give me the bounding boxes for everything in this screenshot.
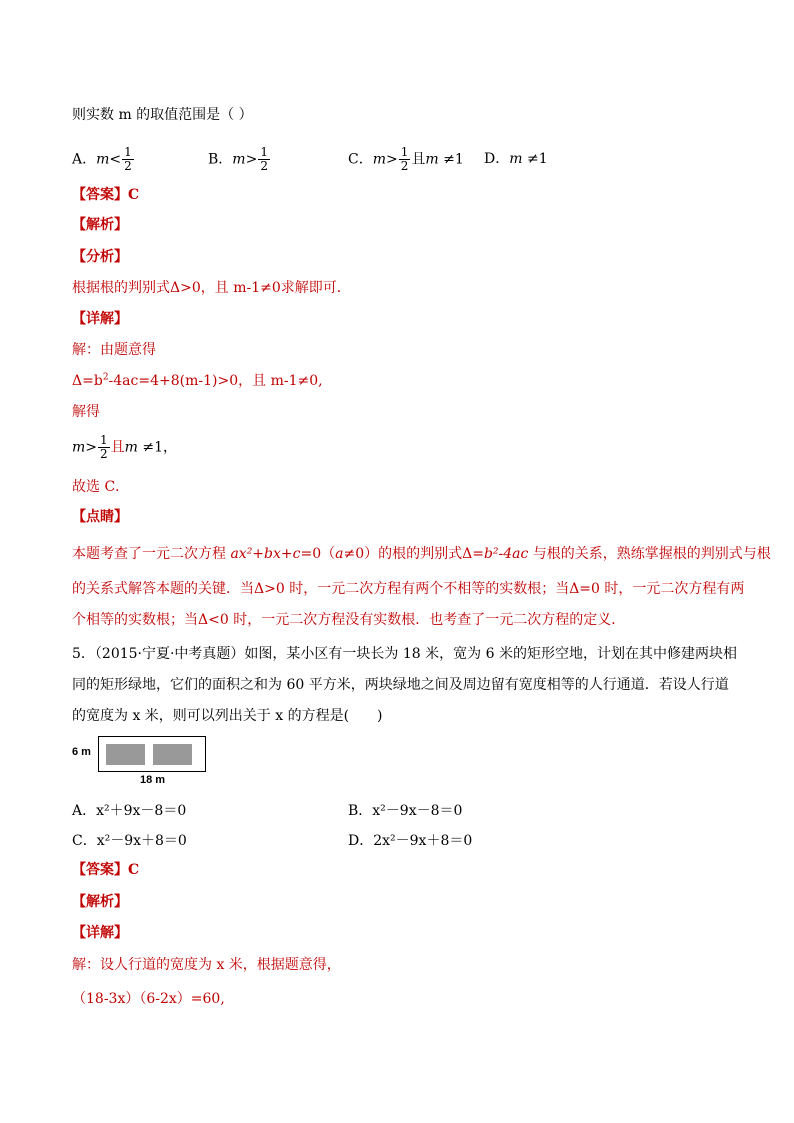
question-stem: 则实数 m 的取值范围是（ ）	[72, 107, 253, 123]
detail-line-2: $\Delta=b^2-4ac=4+8(m-1)>0$，且 m-1≠0,	[72, 372, 323, 389]
option-b: B．m> $\frac{1}{2}$	[208, 145, 268, 173]
note-line-3: 个相等的实数根；当Δ<0 时，一元二次方程没有实数根．也考查了一元二次方程的定义．	[72, 612, 626, 628]
q5-option-c: C．x²－9x＋8＝0	[72, 833, 187, 849]
q5-option-a: A．x²＋9x－8＝0	[72, 803, 187, 819]
fenxi-tag: 【分析】	[72, 249, 128, 265]
q5-jiexi-tag: 【解析】	[72, 894, 128, 910]
detail-line-3: 解得	[72, 404, 100, 420]
q5-option-b: B．x²－9x－8＝0	[348, 803, 463, 819]
answer-line: 【答案】C	[72, 187, 140, 203]
option-a: A．m< $\frac{1}{2}$	[72, 145, 132, 173]
note-line-1: 本题考查了一元二次方程 ax²+bx+c=0（a≠0）的根的判别式Δ=b²-4ac 与根的关系，熟练掌握根的判别式与根	[72, 546, 771, 562]
q5-detail-line-1: 解：设人行道的宽度为 x 米，根据题意得，	[72, 957, 341, 973]
lawn-left	[106, 744, 145, 765]
q5-detail-line-2: （18-3x）（6-2x）=60,	[72, 991, 225, 1007]
length-label: 18 m	[140, 774, 166, 786]
q5-detail-tag: 【详解】	[72, 925, 128, 941]
q5-stem-line-1: 5．（2015·宁夏·中考真题）如图，某小区有一块长为 18 米，宽为 6 米的矩形空地，计划在其中修建两块相	[72, 646, 737, 662]
detail-line-1: 解：由题意得	[72, 342, 156, 358]
option-d: D．m ≠1	[484, 151, 548, 167]
field-rectangle	[98, 736, 206, 772]
option-c: C．m> $\frac{1}{2}$ 且m ≠1	[348, 145, 464, 173]
detail-tag: 【详解】	[72, 311, 128, 327]
detail-line-5: 故选 C．	[72, 479, 130, 495]
fenxi-text: 根据根的判别式Δ>0，且 m-1≠0求解即可．	[72, 280, 351, 296]
note-line-2: 的关系式解答本题的关键．当Δ>0 时，一元二次方程有两个不相等的实数根；当Δ=0 时，一元二次方程有两	[72, 581, 745, 597]
q5-option-d: D．2x²－9x＋8＝0	[348, 833, 473, 849]
lawn-right	[153, 744, 192, 765]
dianjing-tag: 【点睛】	[72, 509, 128, 525]
q5-stem-line-2: 同的矩形绿地，它们的面积之和为 60 平方米，两块绿地之间及周边留有宽度相等的人行通道．若设人行道	[72, 677, 729, 693]
q5-answer-line: 【答案】C	[72, 862, 140, 878]
q5-stem-line-3: 的宽度为 x 米，则可以列出关于 x 的方程是( )	[72, 708, 383, 724]
width-label: 6 m	[72, 746, 91, 758]
field-figure	[72, 736, 222, 786]
jiexi-tag: 【解析】	[72, 217, 128, 233]
detail-line-4: m> $\frac{1}{2}$ 且m ≠1，	[72, 433, 178, 461]
